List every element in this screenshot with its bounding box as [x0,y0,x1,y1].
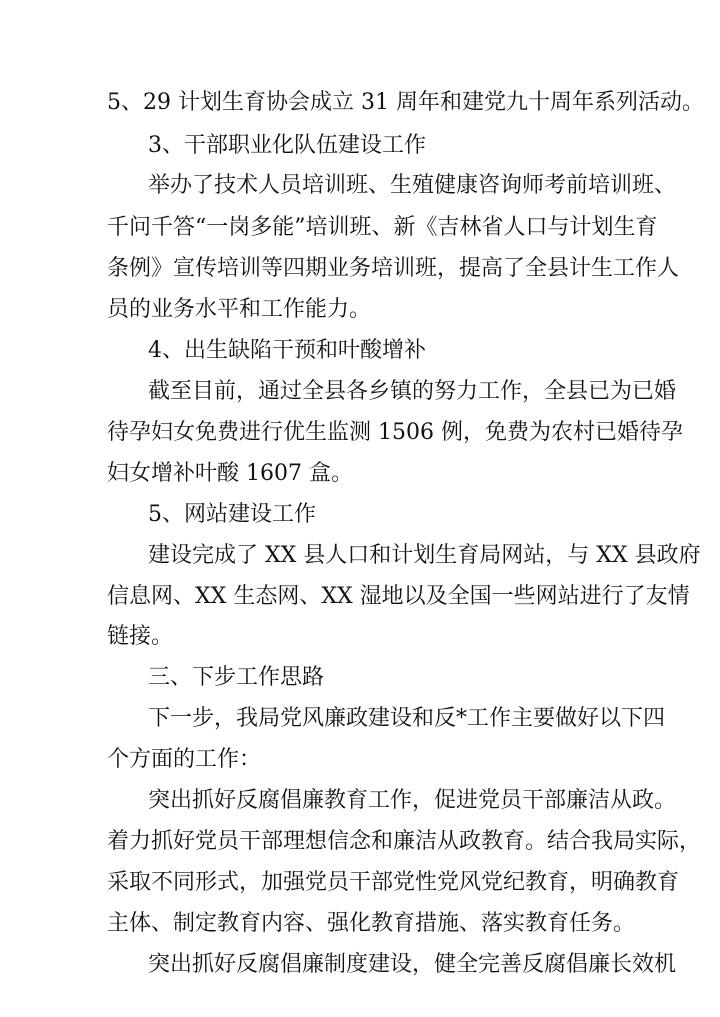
text-line-3: 举办了技术人员培训班、生殖健康咨询师考前培训班、 [148,173,677,198]
section-heading-cadre-team: 3、干部职业化队伍建设工作 [148,133,426,158]
section-heading-birth-defects: 4、出生缺陷干预和叶酸增补 [148,338,426,363]
text-line-10: 妇女增补叶酸 1607 盒。 [107,461,353,486]
section-heading-website: 5、网站建设工作 [148,502,316,527]
text-line-21: 主体、制定教育内容、强化教育措施、落实教育任务。 [107,911,636,936]
text-line-13: 信息网、XX 生态网、XX 湿地以及全国一些网站进行了友情 [107,584,690,609]
text-line-6: 员的业务水平和工作能力。 [107,297,372,322]
text-line-4: 千问千答“一岗多能”培训班、新《吉林省人口与计划生育 [107,215,658,240]
text-line-8: 截至目前，通过全县各乡镇的努力工作，全县已为已婚 [148,379,677,404]
text-line-5: 条例》宣传培训等四期业务培训班，提高了全县计生工作人 [107,256,680,281]
text-line-1: 5、29 计划生育协会成立 31 周年和建党九十周年系列活动。 [107,90,704,115]
text-line-18: 突出抓好反腐倡廉教育工作，促进党员干部廉洁从政。 [148,788,677,813]
text-line-14: 链接。 [107,624,174,649]
text-line-19: 着力抓好党员干部理想信念和廉洁从政教育。结合我局实际， [107,829,702,854]
text-line-12: 建设完成了 XX 县人口和计划生育局网站，与 XX 县政府 [148,543,701,568]
text-line-20: 采取不同形式，加强党员干部党性党风党纪教育，明确教育 [107,870,680,895]
text-line-17: 个方面的工作： [107,747,262,772]
section-heading-next-steps: 三、下步工作思路 [148,665,325,690]
text-line-9: 待孕妇女免费进行优生监测 1506 例，免费为农村已婚待孕 [107,420,683,445]
text-line-22: 突出抓好反腐倡廉制度建设，健全完善反腐倡廉长效机 [148,952,677,977]
text-line-16: 下一步，我局党风廉政建设和反*工作主要做好以下四 [148,706,666,731]
